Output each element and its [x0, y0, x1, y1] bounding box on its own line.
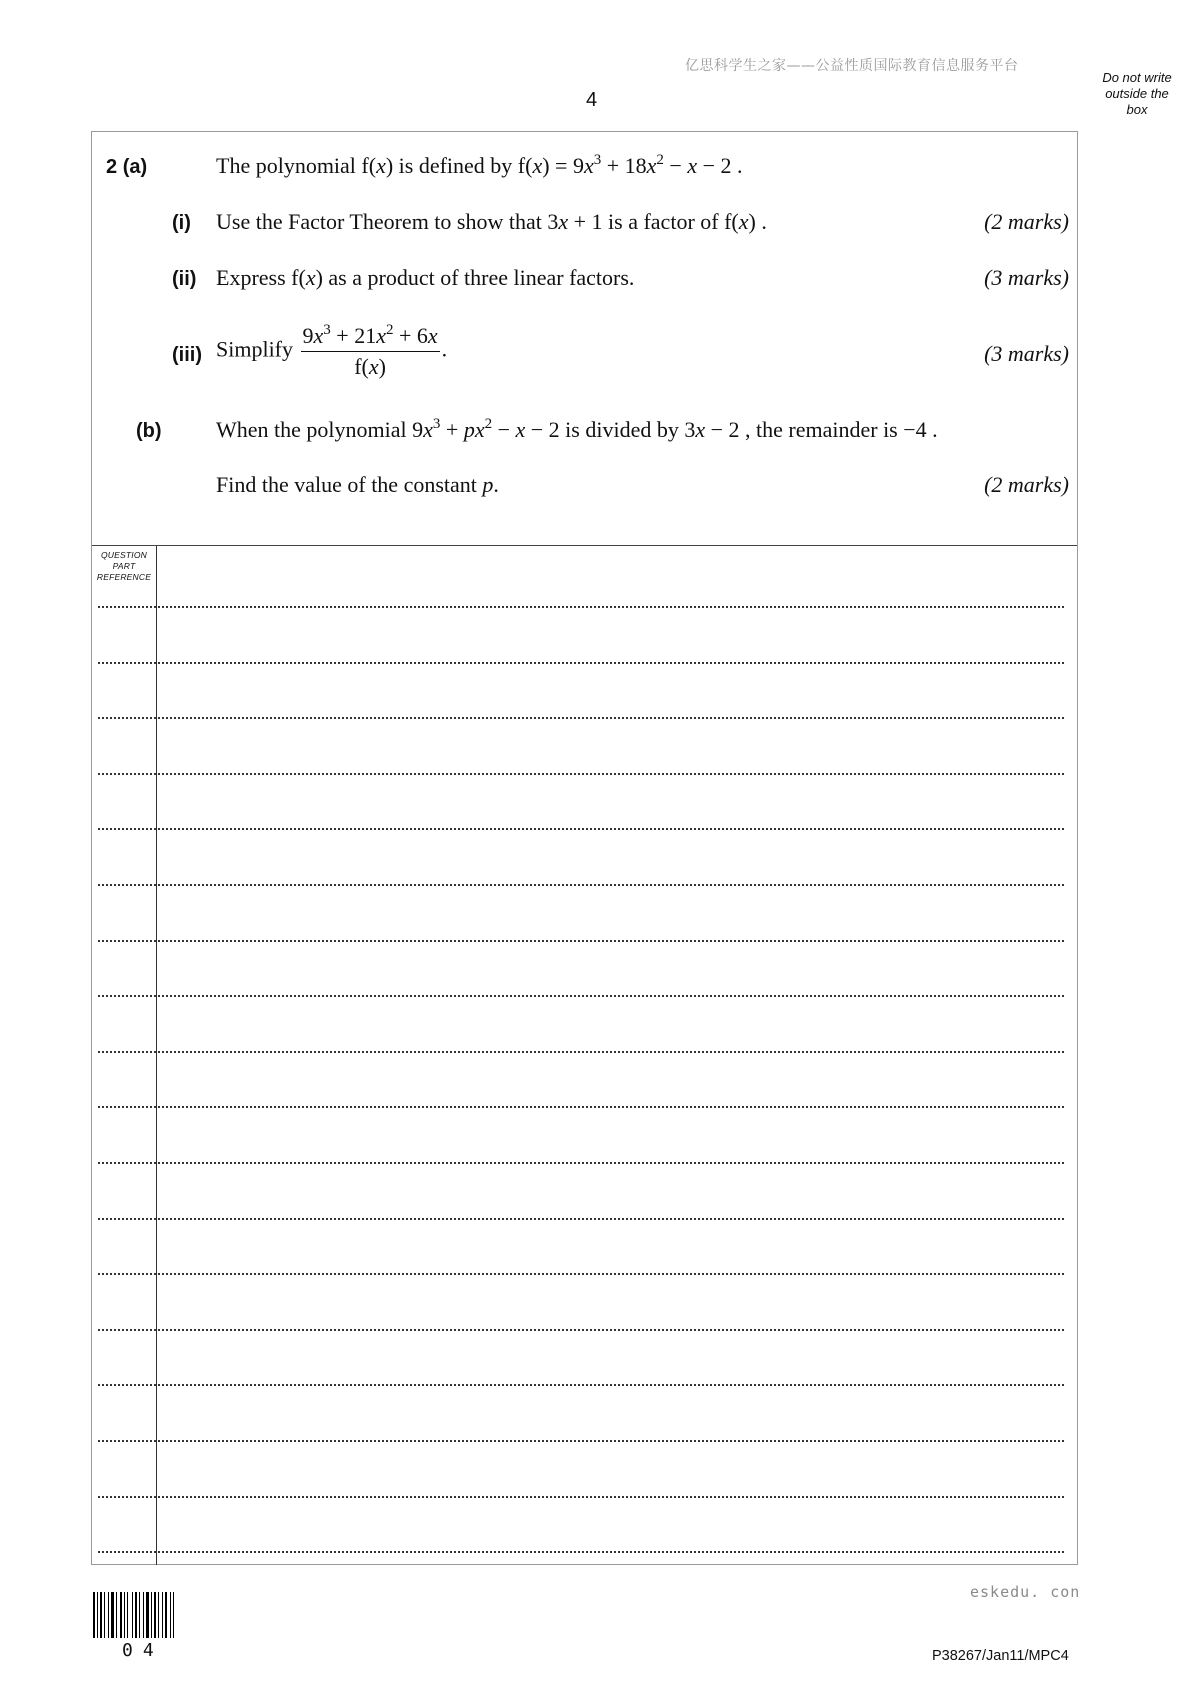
paper-code: P38267/Jan11/MPC4	[932, 1648, 1069, 1664]
variable: x	[376, 153, 386, 178]
text-run: + 21	[330, 323, 377, 348]
text-run: ) = 9	[542, 153, 584, 178]
exponent: 3	[323, 322, 331, 338]
reference-label-line: QUESTION	[101, 550, 147, 560]
answer-line[interactable]	[98, 662, 1064, 664]
reference-label-line: PART	[112, 561, 136, 571]
answer-area[interactable]	[92, 545, 1077, 1565]
text-run: + 1 is a factor of f(	[568, 209, 739, 234]
barcode-bar	[146, 1592, 149, 1638]
text-run: −	[492, 417, 516, 442]
answer-line[interactable]	[98, 1051, 1064, 1053]
barcode-bar	[104, 1592, 105, 1638]
text-run: )	[378, 354, 386, 379]
part-b-label: (b)	[136, 420, 162, 442]
margin-note-line: outside the	[1105, 86, 1169, 101]
fraction-numerator	[301, 323, 440, 352]
part-iii-text	[216, 323, 447, 380]
barcode	[93, 1592, 196, 1638]
variable: x	[583, 153, 594, 178]
variable: px	[463, 417, 485, 442]
exponent: 2	[484, 416, 493, 432]
part-iii-label: (iii)	[172, 344, 202, 366]
answer-line[interactable]	[98, 995, 1064, 997]
question-box	[91, 131, 1078, 1565]
text-run: .	[493, 472, 499, 497]
question-number	[106, 156, 147, 179]
text-run: − 2 , the remainder is −4 .	[705, 417, 938, 442]
barcode-bar	[170, 1592, 171, 1638]
variable: p	[482, 472, 494, 497]
answer-line[interactable]	[98, 940, 1064, 942]
barcode-bar	[127, 1592, 128, 1638]
part-ii-text	[216, 265, 634, 291]
text-run: + 6	[393, 323, 428, 348]
variable: x	[427, 323, 438, 348]
barcode-bar	[139, 1592, 140, 1638]
answer-line[interactable]	[98, 1273, 1064, 1275]
answer-line[interactable]	[98, 1551, 1064, 1553]
barcode-bar	[143, 1592, 144, 1638]
answer-line[interactable]	[98, 1440, 1064, 1442]
exponent: 2	[385, 322, 394, 338]
text-run: +	[440, 417, 464, 442]
answer-line[interactable]	[98, 828, 1064, 830]
part-i-label: (i)	[172, 212, 191, 234]
answer-line[interactable]	[98, 1496, 1064, 1498]
variable: x	[376, 323, 386, 348]
barcode-number: 04	[122, 1640, 164, 1661]
barcode-bar	[120, 1592, 122, 1638]
fraction	[301, 323, 440, 380]
barcode-bar	[100, 1592, 102, 1638]
variable: x	[695, 417, 706, 442]
page-number: 4	[586, 89, 598, 111]
margin-note	[1092, 70, 1182, 118]
text-run: .	[441, 336, 448, 362]
answer-line[interactable]	[98, 1329, 1064, 1331]
variable: x	[738, 209, 749, 234]
reference-label-line: REFERENCE	[96, 572, 152, 582]
answer-line[interactable]	[98, 773, 1064, 775]
part-i-text	[216, 209, 767, 235]
barcode-bar	[124, 1592, 125, 1638]
text-run: When the polynomial 9	[216, 417, 424, 442]
part-ii-label: (ii)	[172, 268, 197, 290]
answer-line[interactable]	[98, 717, 1064, 719]
answer-line[interactable]	[98, 606, 1064, 608]
barcode-bar	[151, 1592, 152, 1638]
part-iii-marks: (3 marks)	[984, 341, 1069, 366]
variable: x	[558, 209, 569, 234]
variable: x	[313, 323, 324, 348]
part-b-marks: (2 marks)	[984, 472, 1069, 497]
part-i-marks: (2 marks)	[984, 209, 1069, 234]
part-b-text	[216, 417, 938, 443]
barcode-bar	[108, 1592, 109, 1638]
answer-line[interactable]	[98, 1162, 1064, 1164]
barcode-bar	[116, 1592, 117, 1638]
barcode-bar	[165, 1592, 167, 1638]
text-run: ) as a product of three linear factors.	[315, 265, 635, 290]
text-run: ) is defined by f(	[385, 153, 533, 178]
text-run: Simplify	[216, 336, 294, 362]
exponent: 3	[593, 152, 602, 168]
exponent: 2	[656, 152, 664, 168]
answer-line[interactable]	[98, 1218, 1064, 1220]
text-run: The polynomial f(	[216, 153, 377, 178]
variable: x	[532, 153, 543, 178]
reference-column-divider	[156, 546, 157, 1565]
barcode-bar	[154, 1592, 156, 1638]
part-ii-marks: (3 marks)	[984, 265, 1069, 290]
text-run: ) .	[748, 209, 767, 234]
header-watermark: 亿思科学生之家——公益性质国际教育信息服务平台	[685, 58, 1019, 74]
exponent: 3	[432, 416, 441, 432]
margin-note-line: Do not write	[1102, 70, 1172, 85]
barcode-bar	[97, 1592, 98, 1638]
text-run: − 2 is divided by 3	[525, 417, 696, 442]
variable: x	[646, 153, 657, 178]
text-run: f(	[354, 354, 369, 379]
barcode-bar	[132, 1592, 133, 1638]
barcode-bar	[135, 1592, 137, 1638]
text-run: Express f(	[216, 265, 306, 290]
part-a-intro	[216, 153, 743, 179]
barcode-bar	[93, 1592, 95, 1638]
text-run: Find the value of the constant	[216, 472, 483, 497]
margin-note-line: box	[1126, 102, 1148, 117]
barcode-bar	[111, 1592, 114, 1638]
question-part-reference-label	[94, 550, 154, 583]
answer-line[interactable]	[98, 884, 1064, 886]
text-run: −	[663, 153, 688, 178]
question-number-value: 2	[106, 156, 118, 178]
answer-line[interactable]	[98, 1384, 1064, 1386]
text-run: − 2 .	[697, 153, 743, 178]
part-b-find-text	[216, 472, 499, 498]
footer-watermark: eskedu. con	[970, 1583, 1081, 1601]
variable: x	[687, 153, 698, 178]
barcode-bar	[158, 1592, 159, 1638]
barcode-bar	[162, 1592, 163, 1638]
variable: x	[305, 265, 316, 290]
answer-line[interactable]	[98, 1106, 1064, 1108]
variable: x	[515, 417, 526, 442]
part-a-label: (a)	[122, 156, 148, 178]
variable: x	[423, 417, 433, 442]
fraction-denominator	[301, 352, 440, 380]
variable: x	[368, 354, 379, 379]
text-run: Use the Factor Theorem to show that 3	[216, 209, 559, 234]
barcode-bar	[173, 1592, 174, 1638]
text-run: 9	[302, 323, 314, 348]
text-run: + 18	[601, 153, 647, 178]
